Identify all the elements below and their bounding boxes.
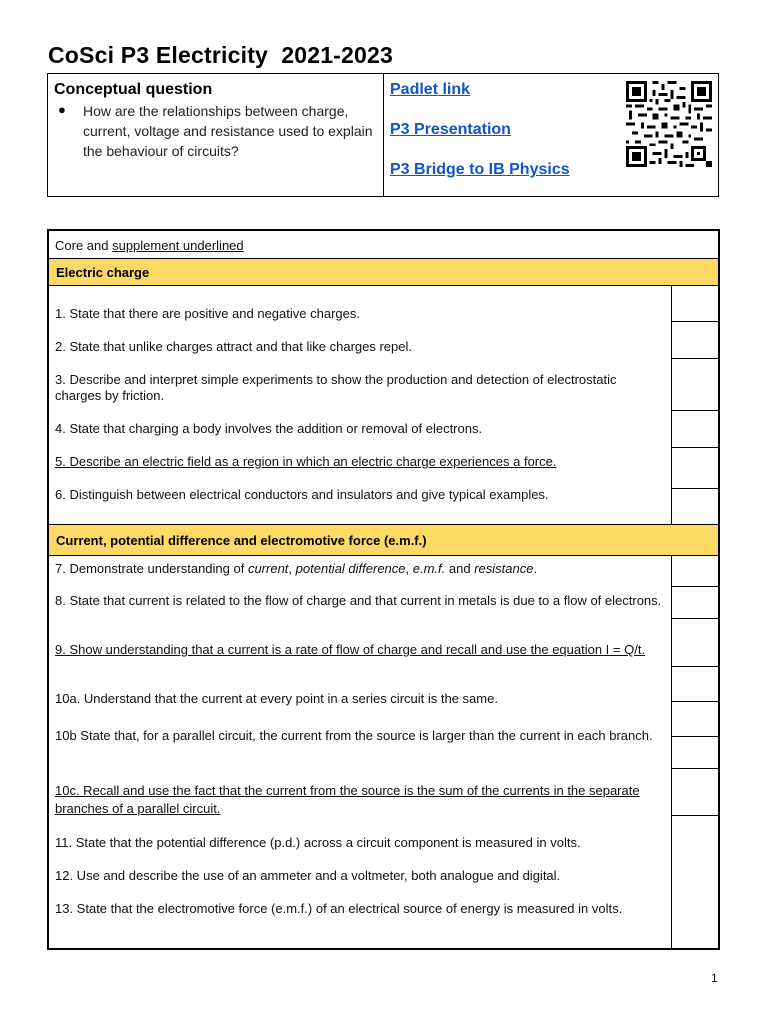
objective-4: 4. State that charging a body involves the addition or removal of electrons. (55, 421, 483, 436)
presentation-link[interactable]: P3 Presentation (390, 121, 511, 138)
bullet-icon: ● (58, 102, 66, 117)
checkbox-8[interactable] (672, 587, 719, 618)
checkbox-2[interactable] (672, 322, 719, 358)
qr-code-icon[interactable] (626, 81, 712, 167)
checkbox-4[interactable] (672, 411, 719, 447)
objective-2: 2. State that unlike charges attract and that like charges repel. (55, 339, 412, 354)
checkbox-9[interactable] (672, 619, 719, 666)
objective-12: 12. Use and describe the use of an ammeter and a voltmeter, both analogue and digital. (55, 868, 561, 883)
checkbox-1[interactable] (672, 286, 719, 321)
objective-8: 8. State that current is related to the flow of charge and that current in metals is due to a flow of electrons. (55, 593, 662, 608)
checkbox-10c[interactable] (672, 737, 719, 768)
conceptual-question-heading: Conceptual question (54, 81, 213, 98)
section-current-pd-emf: Current, potential difference and electromotive force (e.m.f.) (49, 524, 718, 556)
objective-10b: 10b State that, for a parallel circuit, the current from the source is larger than the current in each branch. (55, 728, 653, 743)
objective-10c: 10c. Recall and use the fact that the current from the source is the sum of the currents in the separate branches of a parallel circuit. (55, 783, 640, 816)
page-number: 1 (711, 971, 718, 985)
conceptual-question-text: How are the relationships between charge, current, voltage and resistance used to explain the behaviour of circuits? (83, 103, 373, 159)
objective-6: 6. Distinguish between electrical conductors and insulators and give typical examples. (55, 487, 549, 502)
checkbox-7[interactable] (672, 556, 719, 586)
objective-3: 3. Describe and interpret simple experiments to show the production and detection of electrostatic charges by friction. (55, 372, 617, 403)
page-title: CoSci P3 Electricity 2021-2023 (48, 42, 394, 68)
checkbox-6[interactable] (672, 489, 719, 524)
header-table (47, 73, 719, 197)
checkbox-11[interactable] (672, 769, 719, 815)
conceptual-question-cell (48, 74, 384, 196)
section-electric-charge: Electric charge (49, 258, 718, 286)
checkbox-5[interactable] (672, 448, 719, 488)
objective-7: 7. Demonstrate understanding of current, potential difference, e.m.f. and resistance. (55, 561, 538, 576)
objective-11: 11. State that the potential difference (p.d.) across a circuit component is measured in volts. (55, 835, 581, 850)
objective-5: 5. Describe an electric field as a region in which an electric charge experiences a force. (55, 454, 557, 469)
objective-13: 13. State that the electromotive force (e.m.f.) of an electrical source of energy is measured in volts. (55, 901, 623, 916)
objective-9: 9. Show understanding that a current is a rate of flow of charge and recall and use the equation I = Q/t. (55, 642, 646, 657)
padlet-link[interactable]: Padlet link (390, 81, 471, 98)
bridge-link[interactable]: P3 Bridge to IB Physics (390, 161, 570, 178)
checkbox-10a[interactable] (672, 667, 719, 701)
checkbox-10b[interactable] (672, 702, 719, 736)
core-note: Core and supplement underlined (55, 238, 244, 253)
objective-10a: 10a. Understand that the current at every point in a series circuit is the same. (55, 691, 498, 706)
objective-1: 1. State that there are positive and negative charges. (55, 306, 360, 321)
checkbox-3[interactable] (672, 359, 719, 410)
